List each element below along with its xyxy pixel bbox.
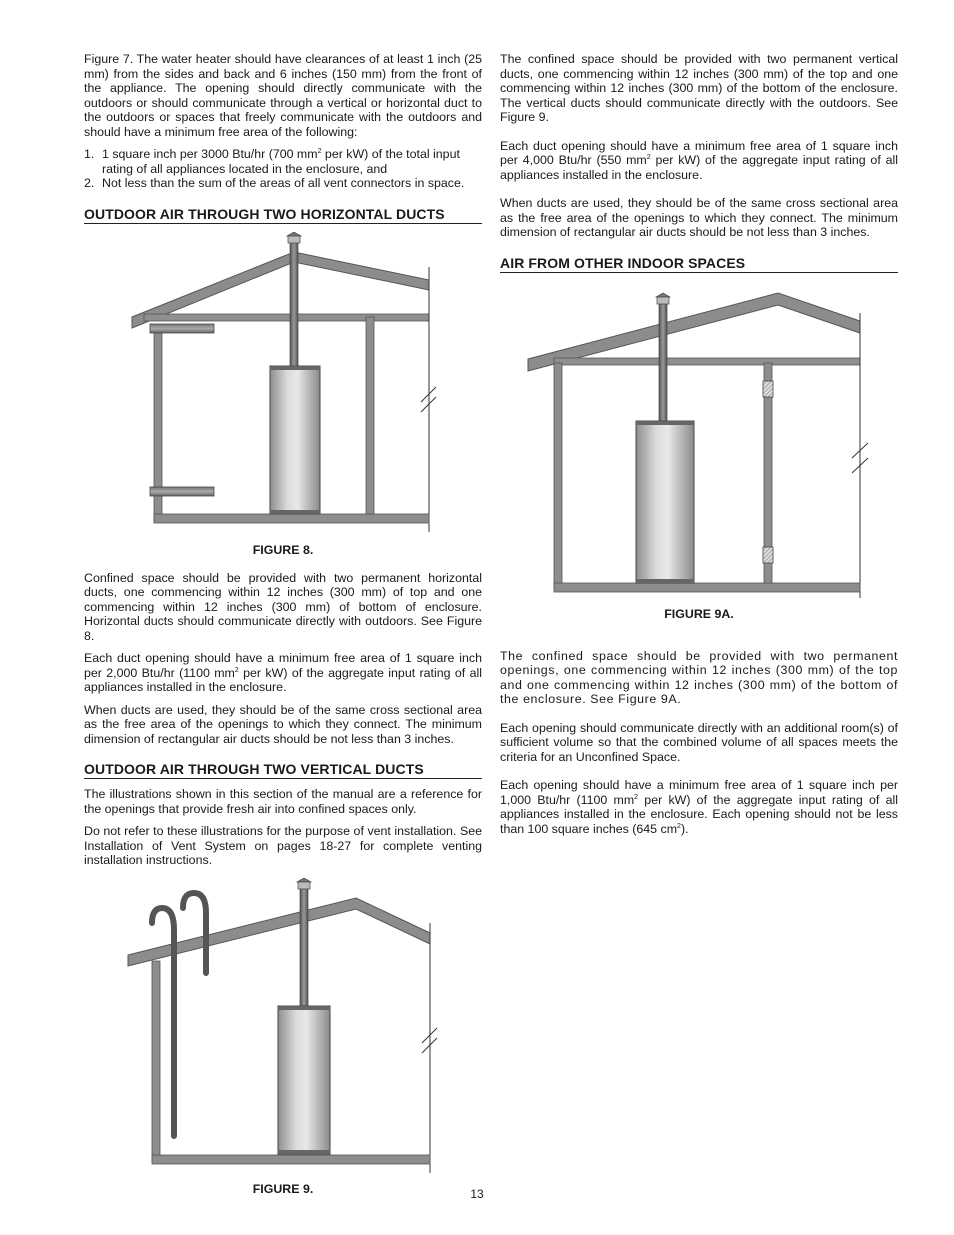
horizontal-paragraph-1: Confined space should be provided with two permanent horizontal ducts, one commencing within 12 inches (300 mm) of top and one commencing within 12 inches (300 mm) of bottom of enclosure. Horizontal ducts should communicate directly with outdoors. See Figure 8. bbox=[84, 570, 482, 643]
vertical-paragraph-2: Do not refer to these illustrations for the purpose of vent installation. See Installation of Vent System on pages 18-27 for complete venting installation instructions. bbox=[84, 824, 482, 867]
list-item: 1. 1 square inch per 3000 Btu/hr (700 $mm^2$ per kW) of the total input rating of all appliances located in the enclosure, and bbox=[84, 147, 460, 176]
additional-room-paragraph: Each opening should communicate directly with an additional room(s) of sufficient volume so that the combined volume of all spaces meets the criteria for an Unconfined Space. bbox=[500, 720, 898, 764]
left-column bbox=[84, 52, 482, 1196]
figure-9a-illustration bbox=[500, 283, 898, 603]
vertical-paragraph-1: The illustrations shown in this section of the manual are a reference for the openings that provide fresh air into confined spaces only. bbox=[84, 787, 482, 816]
duct-size-paragraph: When ducts are used, they should be of the same cross sectional area as the free area of the openings to which they connect. The minimum dimension of rectangular air ducts should be not less than 3 inches. bbox=[500, 196, 898, 239]
heading-indoor-spaces: AIR FROM OTHER INDOOR SPACES bbox=[500, 255, 898, 273]
figure-9a-caption: FIGURE 9A. bbox=[664, 606, 734, 621]
opening-area-paragraph: Each opening should have a minimum free area of 1 square inch per 1,000 Btu/hr (1100 $mm^2$ per kW) of the aggregate input rating of all appliances installed in the enclosure. Each opening should not be less than 100 square inches (645 $cm^2$). bbox=[500, 778, 898, 836]
figure-9-caption: FIGURE 9. bbox=[252, 1181, 314, 1196]
indoor-openings-paragraph: The confined space should be provided with two permanent openings, one commencing within 12 inches (300 mm) of the top and one commencing within 12 inches (300 mm) of the bottom of the enclosure. See Figure 9A. bbox=[500, 648, 898, 706]
figure-9-illustration bbox=[84, 878, 482, 1178]
list-item: 2. Not less than the sum of the areas of all vent connectors in space. bbox=[84, 176, 465, 190]
heading-horizontal-ducts: OUTDOOR AIR THROUGH TWO HORIZONTAL DUCTS bbox=[84, 206, 482, 224]
vertical-ducts-paragraph: The confined space should be provided with two permanent vertical ducts, one commencing within 12 inches (300 mm) of the top and one commencing within 12 inches (300 mm) of the bottom of the enclosure. The vertical ducts should communicate directly with the outdoors. See Figure 9. bbox=[500, 52, 898, 124]
intro-paragraph: Figure 7. The water heater should have clearances of at least 1 inch (25 mm) from the sides and back and 6 inches (150 mm) from the front of the appliance. The opening should directly communicate with the outdoors or should communicate through a vertical or horizontal duct to the outdoors or spaces that freely communicate with the outdoors and should have a minimum free area of the following: bbox=[84, 52, 482, 139]
page-number: 13 bbox=[470, 1187, 484, 1201]
heading-vertical-ducts: OUTDOOR AIR THROUGH TWO VERTICAL DUCTS bbox=[84, 761, 482, 779]
horizontal-paragraph-2: Each duct opening should have a minimum free area of 1 square inch per 2,000 Btu/hr (1100 $mm^2$ per kW) of the aggregate input rating of all appliances installed in the enclosure. bbox=[84, 651, 482, 694]
duct-area-paragraph: Each duct opening should have a minimum free area of 1 square inch per 4,000 Btu/hr (550 $mm^2$ per kW) of the aggregate input rating of all appliances installed in the enclosure. bbox=[500, 138, 898, 182]
figure-8-caption: FIGURE 8. bbox=[252, 542, 314, 557]
right-column bbox=[500, 52, 898, 836]
horizontal-paragraph-3: When ducts are used, they should be of the same cross sectional area as the free area of the openings to which they connect. The minimum dimension of rectangular air ducts should be not less than 3 inches. bbox=[84, 702, 482, 746]
figure-8-illustration bbox=[84, 232, 482, 537]
free-area-list bbox=[84, 147, 482, 191]
